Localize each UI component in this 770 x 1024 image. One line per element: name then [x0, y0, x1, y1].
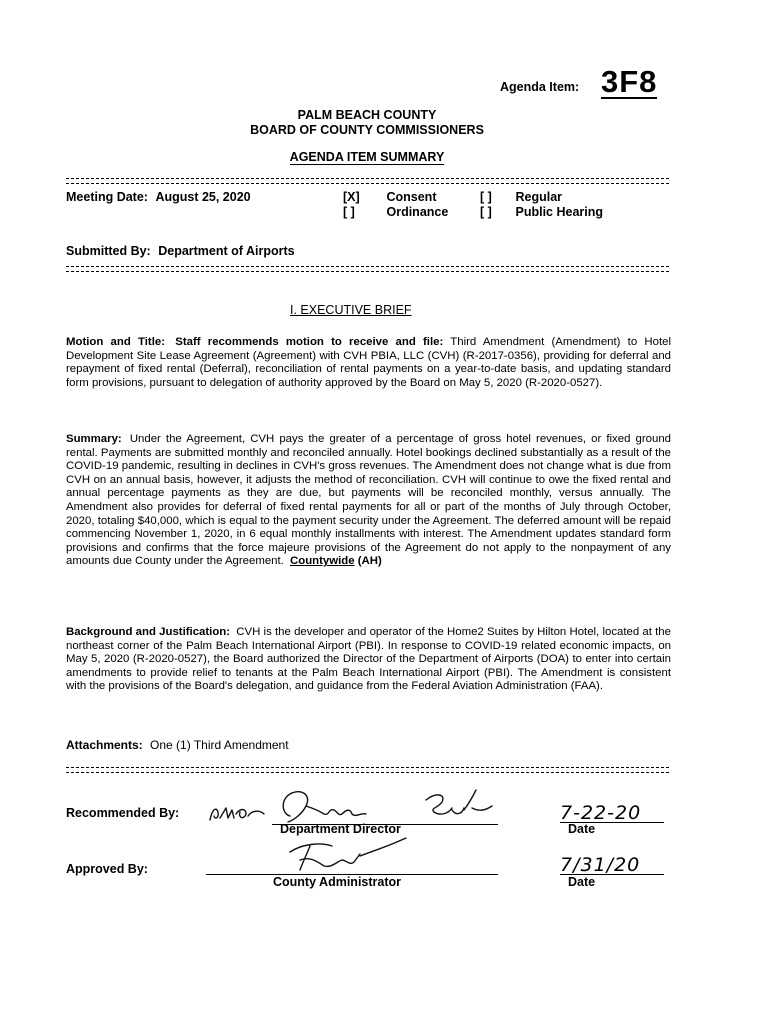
- divider-mid: [66, 266, 669, 272]
- motion-text: Third Amendment (Amendment) to Hotel Development Site Lease Agreement (Agreement) with CVH PBIA, LLC (CVH) (R-2017-0356), providing for deferral and repayment of fixed rental (Deferral), reconciliation of rental payments on a year-to-date basis, and updating standard form provisions, pursuant to delegation of authority approved by the Board on May 5, 2020 (R-2020-0527).: [66, 336, 671, 389]
- item-type-public-hearing: [480, 205, 603, 219]
- page-title: AGENDA ITEM SUMMARY: [289, 150, 445, 164]
- attachments-label: Attachments:: [66, 738, 143, 752]
- recommended-date: 7-22-20: [560, 802, 642, 824]
- meeting-date-value: August 25, 2020: [155, 190, 251, 204]
- agenda-item-label: Agenda Item:: [500, 80, 580, 94]
- attachments: [66, 738, 289, 752]
- background-text: CVH is the developer and operator of the Home2 Suites by Hilton Hotel, located at the northeast corner of the Palm Beach International Airport (PBI). In response to COVID-19 related economic impacts, on May 5, 2020 (R-2020-0527), the Board authorized the Director of the Department of Airports (DOA) to enter into certain amendments to provide relief to tenants at the Palm Beach International Airport (PBI). The Amendment is consistent with the provisions of the Board's delegation, and guidance from the Federal Aviation Administration (FAA).: [66, 626, 671, 693]
- checkbox-ordinance: [ ]: [343, 205, 355, 219]
- divider-bottom: [66, 767, 669, 773]
- label-regular: Regular: [515, 190, 563, 204]
- approved-by-label: Approved By:: [66, 862, 148, 876]
- motion-label: Motion and Title:: [66, 336, 166, 348]
- document-header: [200, 108, 534, 165]
- submitted-by: [66, 244, 295, 258]
- summary-district: Countywide: [290, 555, 355, 568]
- submitted-by-label: Submitted By:: [66, 244, 151, 258]
- divider-top: [66, 178, 669, 184]
- label-public-hearing: Public Hearing: [515, 205, 604, 219]
- agenda-item-number: 3F8: [601, 64, 658, 99]
- approved-date-caption: Date: [568, 875, 596, 889]
- meeting-date: [66, 190, 251, 204]
- motion-and-title: [66, 336, 671, 390]
- director-caption: Department Director: [280, 822, 401, 836]
- recommended-date-caption: Date: [568, 822, 596, 836]
- label-ordinance: Ordinance: [386, 205, 449, 219]
- summary-text: Under the Agreement, CVH pays the greater of a percentage of gross hotel revenues, or fixed ground rental. Payments are submitted monthly and reconciled annually. Hotel bookings declined substantially as a result of the COVID-19 pandemic, resulting in declines in CVH's gross revenues. The Amendment does not change what is due from CVH on an annual basis, however, it adjusts the method of reconciliation. CVH will continue to owe the fixed rental and annual percentage payments as they are due, but payments will be reconciled monthly, versus annually. The Amendment also provides for deferral of fixed rental payments for all or part of the months of July through October, 2020, totaling $40,000, which is equal to the payment security under the Agreement. The deferred amount will be repaid commencing November 1, 2020, in 6 equal monthly installments with interest. The Amendment updates standard form provisions and confirms that the force majeure provisions of the Agreement do not apply to the nonpayment of any amounts due County under the Agreement.: [66, 433, 671, 568]
- attachments-value: One (1) Third Amendment: [150, 738, 289, 752]
- item-type-regular: [480, 190, 562, 204]
- board-name: BOARD OF COUNTY COMMISSIONERS: [250, 122, 484, 137]
- section-title: I. EXECUTIVE BRIEF: [290, 303, 412, 317]
- background-and-justification: [66, 626, 671, 694]
- meeting-date-label: Meeting Date:: [66, 190, 148, 204]
- item-type-consent: [343, 190, 436, 204]
- item-type-ordinance: [343, 205, 448, 219]
- submitted-by-value: Department of Airports: [158, 244, 295, 258]
- county-name: PALM BEACH COUNTY: [297, 108, 437, 122]
- background-label: Background and Justification:: [66, 626, 231, 638]
- checkbox-regular: [ ]: [480, 190, 492, 204]
- motion-lead: Staff recommends motion to receive and file:: [175, 336, 444, 348]
- administrator-caption: County Administrator: [273, 875, 402, 889]
- administrator-signature: [280, 832, 420, 876]
- checkbox-public-hearing: [ ]: [480, 205, 492, 219]
- recommended-by-label: Recommended By:: [66, 806, 180, 820]
- checkbox-consent: [X]: [343, 190, 360, 204]
- agenda-item: [500, 64, 670, 102]
- summary-label: Summary:: [66, 433, 122, 445]
- initials-signature: [206, 800, 270, 826]
- approved-date: 7/31/20: [560, 854, 641, 876]
- label-consent: Consent: [386, 190, 437, 204]
- summary-initials: (AH): [357, 555, 382, 568]
- summary: [66, 433, 671, 569]
